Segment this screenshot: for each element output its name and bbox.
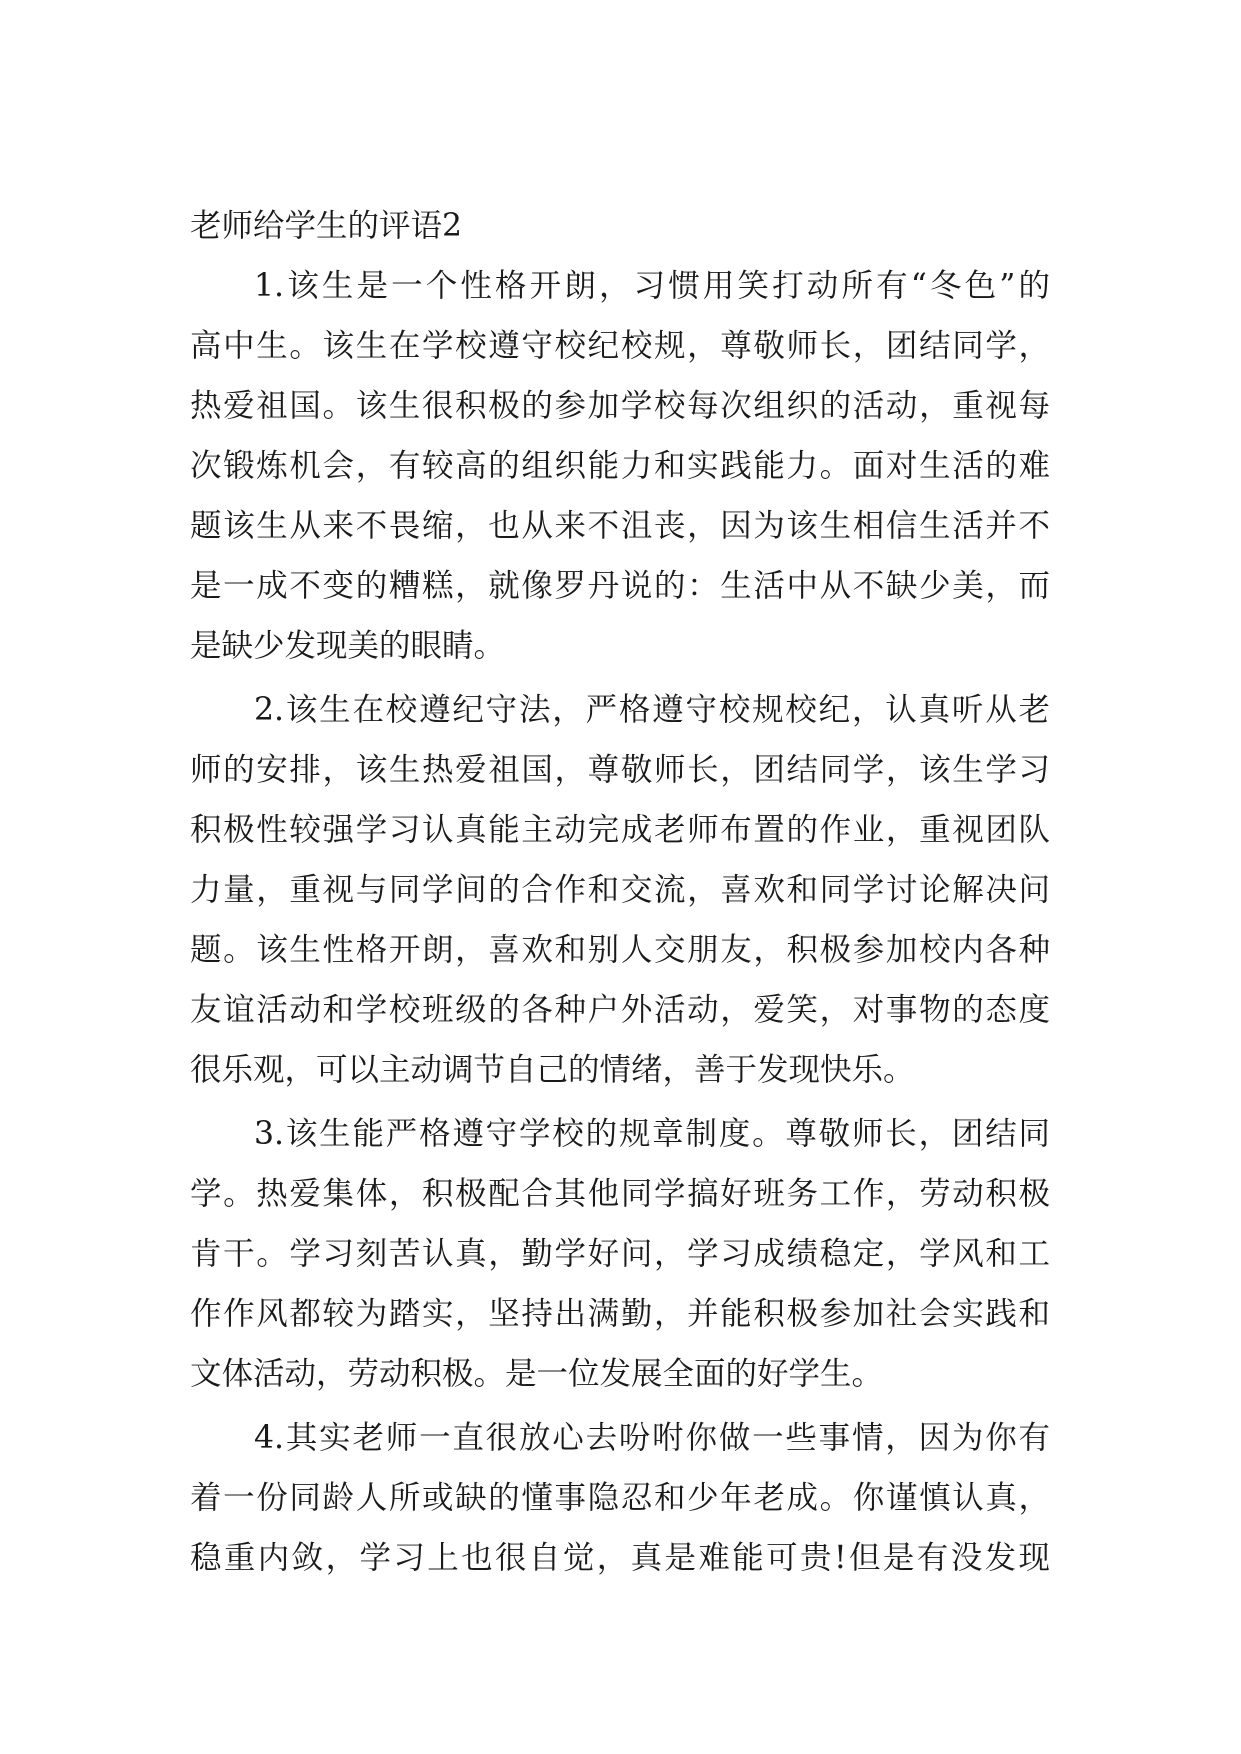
paragraph-2-line-1: 2.该生在校遵纪守法，严格遵守校规校纪，认真听从老 bbox=[254, 692, 1050, 728]
paragraph-2-line-7: 很乐观，可以主动调节自己的情绪，善于发现快乐。 bbox=[190, 1052, 915, 1088]
paragraph-3-line-4: 作作风都较为踏实，坚持出满勤，并能积极参加社会实践和 bbox=[190, 1296, 1050, 1332]
paragraph-1-line-6: 是一成不变的糟糕，就像罗丹说的：生活中从不缺少美，而 bbox=[190, 568, 1050, 604]
paragraph-1-line-2: 高中生。该生在学校遵守校纪校规，尊敬师长，团结同学， bbox=[190, 328, 1050, 364]
paragraph-3-line-1: 3.该生能严格遵守学校的规章制度。尊敬师长，团结同 bbox=[254, 1116, 1050, 1152]
paragraph-1-line-1: 1.该生是一个性格开朗，习惯用笑打动所有“冬色”的 bbox=[254, 268, 1050, 304]
paragraph-2-line-4: 力量，重视与同学间的合作和交流，喜欢和同学讨论解决问 bbox=[190, 872, 1050, 908]
paragraph-2-line-2: 师的安排，该生热爱祖国，尊敬师长，团结同学，该生学习 bbox=[190, 752, 1050, 788]
paragraph-1-line-7: 是缺少发现美的眼睛。 bbox=[190, 628, 506, 664]
paragraph-4-line-2: 着一份同龄人所或缺的懂事隐忍和少年老成。你谨慎认真， bbox=[190, 1480, 1050, 1516]
paragraph-4-line-3: 稳重内敛，学习上也很自觉，真是难能可贵!但是有没发现 bbox=[190, 1540, 1050, 1576]
paragraph-4-line-1: 4.其实老师一直很放心去吩咐你做一些事情，因为你有 bbox=[254, 1420, 1050, 1456]
paragraph-2-line-5: 题。该生性格开朗，喜欢和别人交朋友，积极参加校内各种 bbox=[190, 932, 1050, 968]
paragraph-1-line-3: 热爱祖国。该生很积极的参加学校每次组织的活动，重视每 bbox=[190, 388, 1050, 424]
paragraph-2-line-3: 积极性较强学习认真能主动完成老师布置的作业，重视团队 bbox=[190, 812, 1050, 848]
document-title: 老师给学生的评语2 bbox=[190, 208, 463, 244]
paragraph-3-line-2: 学。热爱集体，积极配合其他同学搞好班务工作，劳动积极 bbox=[190, 1176, 1050, 1212]
paragraph-2-line-6: 友谊活动和学校班级的各种户外活动，爱笑，对事物的态度 bbox=[190, 992, 1050, 1028]
paragraph-3-line-3: 肯干。学习刻苦认真，勤学好问，学习成绩稳定，学风和工 bbox=[190, 1236, 1050, 1272]
paragraph-1-line-5: 题该生从来不畏缩，也从来不沮丧，因为该生相信生活并不 bbox=[190, 508, 1050, 544]
paragraph-3-line-5: 文体活动，劳动积极。是一位发展全面的好学生。 bbox=[190, 1356, 884, 1392]
paragraph-1-line-4: 次锻炼机会，有较高的组织能力和实践能力。面对生活的难 bbox=[190, 448, 1050, 484]
